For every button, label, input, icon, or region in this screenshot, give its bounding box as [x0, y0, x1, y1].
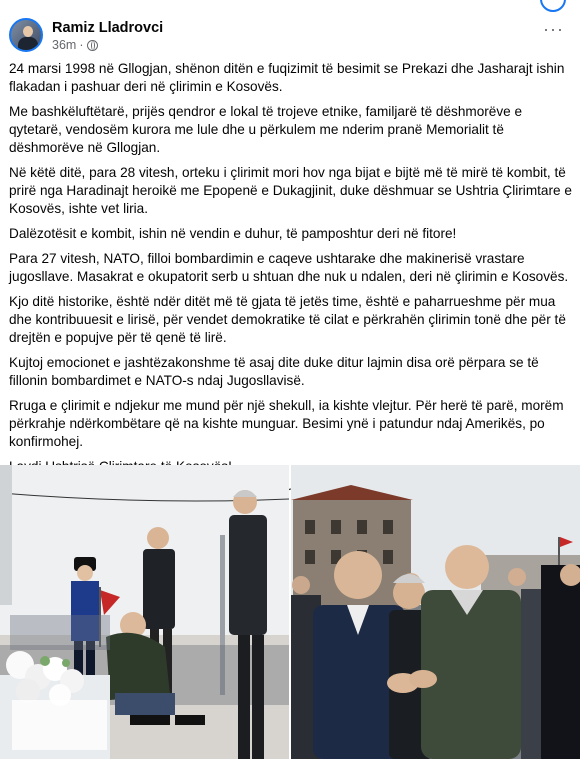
post-text — [9, 60, 574, 533]
top-circle-icon — [540, 0, 566, 12]
post-paragraph: Me bashkëluftëtarë, prijës qendror e lokal të trojeve etnike, familjarë të dëshmorëve e qytetarë, vendosëm kurora me lule dhe u përkulem me nderim pranë Memorialit të dëshmorëve në Gllogjan. — [9, 104, 523, 155]
post-time[interactable]: 36m — [52, 38, 77, 52]
post-paragraph: Kjo ditë historike, është ndër ditët më të gjata të jetës time, është e paharrueshme për mua dhe kontribuuesit e lirisë, për vendet demokratike të cilat e përkrahën çlirimin tonë dhe për të drejtën e popujve për të qenë të lirë. — [9, 294, 566, 345]
post-paragraph: 24 marsi 1998 në Gllogjan, shënon ditën e fuqizimit të besimit se Prekazi dhe Jasharajt ishin flakadan i pashuar deri në çlirimin e Kosovës. — [9, 61, 565, 94]
photo-handshake[interactable] — [291, 465, 580, 759]
author-name[interactable]: Ramiz Lladrovci — [52, 20, 164, 36]
post-paragraph: Rruga e çlirimit e ndjekur me mund për një shekull, ia kishte vlejtur. Për herë të parë, morëm përkrahje ndërkombëtare që na kishte munguar. Besimi ynë i patundur ndaj Amerikës, po konfirmohej. — [9, 398, 564, 449]
post-paragraph: Dalëzotësit e kombit, ishin në vendin e duhur, të pamposhtur deri në fitore! — [9, 226, 457, 241]
more-options-icon[interactable]: ··· — [543, 19, 564, 39]
post-header — [9, 18, 570, 58]
post-paragraph: Kujtoj emocionet e jashtëzakonshme të asaj dite duke ditur lajmin disa orë përpara se të fillonin bombardimet e NATO-s ndaj Jugosllavisë. — [9, 355, 539, 388]
globe-icon — [87, 40, 98, 51]
photo-memorial[interactable] — [0, 465, 289, 759]
avatar[interactable] — [9, 18, 43, 52]
photo-grid — [0, 465, 580, 759]
post-paragraph: Në këtë ditë, para 28 vitesh, orteku i çlirimit mori hov nga bijat e bijtë më të mirë të kombit, të prirë nga Haradinajt heroikë me Epopenë e Dukagjinit, duke dëshmuar se Ushtria Çlirimtare e Kosovës, ishte vet liria. — [9, 165, 572, 216]
post-meta: 36m · — [52, 38, 98, 52]
post-paragraph: Para 27 vitesh, NATO, filloi bombardimin e caqeve ushtarake dhe makinerisë vrastare jugosllave. Masakrat e okupatorit serb u shtuan dhe nuk u ndalen, deri në çlirimin e Kosovës. — [9, 251, 569, 284]
